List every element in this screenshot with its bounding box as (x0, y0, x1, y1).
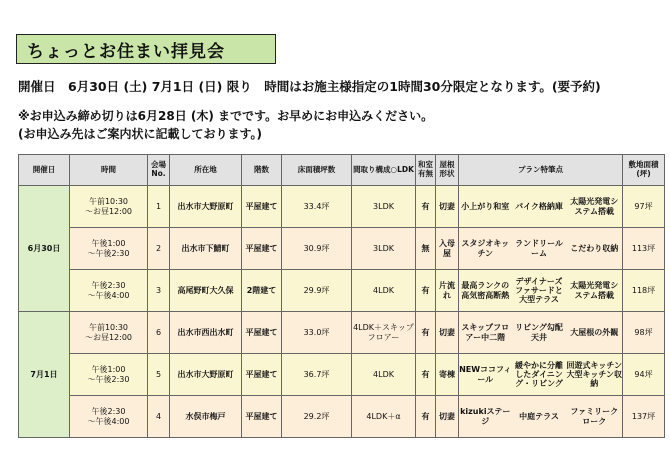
washitsu-cell: 有 (416, 354, 436, 396)
feature-cell: スキップフロアー中二階 (459, 312, 512, 354)
header-washitsu: 和室有無 (416, 155, 436, 186)
lot-cell: 118坪 (623, 270, 665, 312)
feature-cell: 緩やかに分離したダイニング・リビング (512, 354, 567, 396)
roof-cell: 切妻 (436, 396, 459, 438)
feature-cell: 最高ランクの高気密高断熱 (459, 270, 512, 312)
layout-cell: 4LDK (352, 270, 416, 312)
table-row (19, 186, 665, 228)
layout-cell: 4LDK＋α (352, 396, 416, 438)
roof-cell: 切妻 (436, 312, 459, 354)
time-cell: 午後2:30 ～午後4:00 (70, 396, 148, 438)
washitsu-cell: 有 (416, 312, 436, 354)
layout-cell: 3LDK (352, 186, 416, 228)
table-row (19, 228, 665, 270)
lot-cell: 94坪 (623, 354, 665, 396)
table-row (19, 396, 665, 438)
time-cell: 午前10:30 ～お昼12:00 (70, 186, 148, 228)
venue-no-cell: 2 (148, 228, 170, 270)
feature-cell: 太陽光発電システム搭載 (567, 270, 623, 312)
roof-cell: 切妻 (436, 186, 459, 228)
table-header-row (19, 155, 665, 186)
floors-cell: 平屋建て (242, 396, 282, 438)
floors-cell: 平屋建て (242, 312, 282, 354)
date-cell: 6月30日 (19, 186, 70, 312)
feature-cell: リビング勾配天井 (512, 312, 567, 354)
area-cell: 33.4坪 (282, 186, 352, 228)
area-cell: 33.0坪 (282, 312, 352, 354)
feature-cell: 中庭テラス (512, 396, 567, 438)
header-floor-area: 床面積坪数 (282, 155, 352, 186)
washitsu-cell: 有 (416, 270, 436, 312)
location-cell: 高尾野町大久保 (170, 270, 242, 312)
page-title: ちょっとお住まい拝見会 (16, 34, 276, 64)
lot-cell: 98坪 (623, 312, 665, 354)
header-location: 所在地 (170, 155, 242, 186)
lot-cell: 137坪 (623, 396, 665, 438)
layout-cell: 4LDK (352, 354, 416, 396)
area-cell: 29.2坪 (282, 396, 352, 438)
date-cell: 7月1日 (19, 312, 70, 438)
header-time: 時間 (70, 155, 148, 186)
deadline-notice: ※お申込み締め切りは6月28日 (木) までです。お早めにお申込みください。 (18, 109, 434, 123)
feature-cell: NEWココフィール (459, 354, 512, 396)
header-date: 開催日 (19, 155, 70, 186)
schedule-table (18, 154, 665, 438)
header-floors: 階数 (242, 155, 282, 186)
floors-cell: 2階建て (242, 270, 282, 312)
venue-no-cell: 1 (148, 186, 170, 228)
floors-cell: 平屋建て (242, 186, 282, 228)
table-row (19, 312, 665, 354)
header-features: プラン特筆点 (459, 155, 623, 186)
layout-cell: 3LDK (352, 228, 416, 270)
venue-no-cell: 5 (148, 354, 170, 396)
roof-cell: 寄棟 (436, 354, 459, 396)
washitsu-cell: 有 (416, 186, 436, 228)
header-lot-area: 敷地面積(坪) (623, 155, 665, 186)
feature-cell: 太陽光発電システム搭載 (567, 186, 623, 228)
feature-cell: kizukiステージ (459, 396, 512, 438)
feature-cell: 回遊式キッチン大型キッチン収納 (567, 354, 623, 396)
lot-cell: 113坪 (623, 228, 665, 270)
feature-cell: こだわり収納 (567, 228, 623, 270)
location-cell: 出水市下鯖町 (170, 228, 242, 270)
time-cell: 午後1:00 ～午後2:30 (70, 228, 148, 270)
location-cell: 出水市大野原町 (170, 354, 242, 396)
event-dates-notice: 開催日 6月30日 (土) 7月1日 (日) 限り 時間はお施主様指定の1時間30分限定となります。(要予約) (18, 79, 601, 94)
time-cell: 午後2:30 ～午後4:00 (70, 270, 148, 312)
feature-cell: デザイナーズファサードと大型テラス (512, 270, 567, 312)
feature-cell: ファミリークローク (567, 396, 623, 438)
location-cell: 水俣市梅戸 (170, 396, 242, 438)
feature-cell: ランドリールーム (512, 228, 567, 270)
table-row (19, 354, 665, 396)
feature-cell: 大屋根の外観 (567, 312, 623, 354)
header-layout: 間取り構成○LDK (352, 155, 416, 186)
location-cell: 出水市大野原町 (170, 186, 242, 228)
feature-cell: スタジオキッチン (459, 228, 512, 270)
floors-cell: 平屋建て (242, 354, 282, 396)
application-notice: (お申込み先はご案内状に記載しております。) (18, 127, 263, 141)
area-cell: 30.9坪 (282, 228, 352, 270)
venue-no-cell: 6 (148, 312, 170, 354)
time-cell: 午後1:00 ～午後2:30 (70, 354, 148, 396)
washitsu-cell: 無 (416, 228, 436, 270)
floors-cell: 平屋建て (242, 228, 282, 270)
roof-cell: 片流れ (436, 270, 459, 312)
feature-cell: パイク格納庫 (512, 186, 567, 228)
roof-cell: 入母屋 (436, 228, 459, 270)
table-row (19, 270, 665, 312)
time-cell: 午前10:30 ～お昼12:00 (70, 312, 148, 354)
header-roof: 屋根形状 (436, 155, 459, 186)
area-cell: 36.7坪 (282, 354, 352, 396)
venue-no-cell: 3 (148, 270, 170, 312)
layout-cell: 4LDK＋スキップフロアー (352, 312, 416, 354)
washitsu-cell: 有 (416, 396, 436, 438)
feature-cell: 小上がり和室 (459, 186, 512, 228)
header-venue-no: 会場No. (148, 155, 170, 186)
area-cell: 29.9坪 (282, 270, 352, 312)
venue-no-cell: 4 (148, 396, 170, 438)
location-cell: 出水市西出水町 (170, 312, 242, 354)
lot-cell: 97坪 (623, 186, 665, 228)
